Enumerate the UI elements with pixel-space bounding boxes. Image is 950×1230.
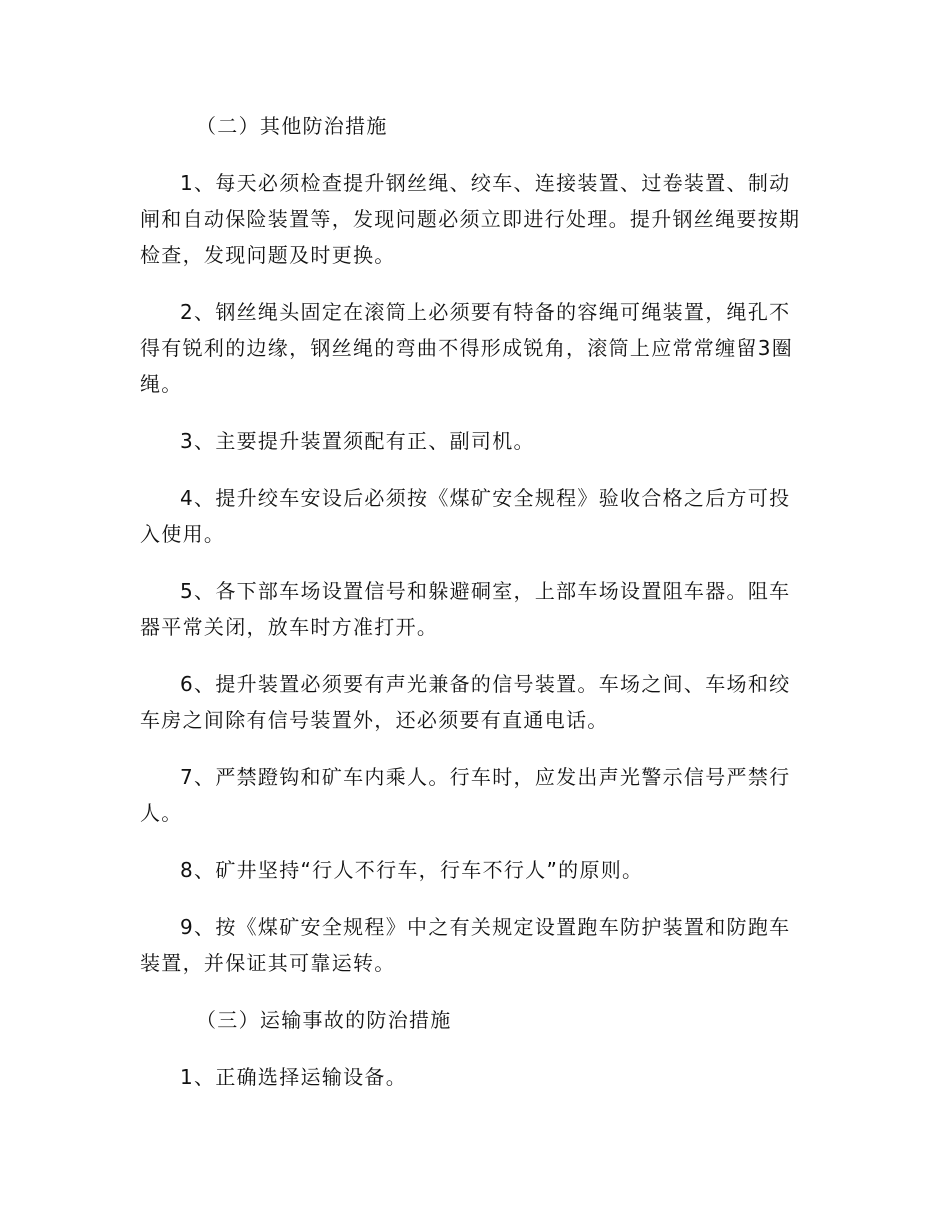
paragraph-transport-item-1: 1、正确选择运输设备。 <box>180 1065 408 1089</box>
paragraph-item-5: 5、各下部车场设置信号和躲避硐室，上部车场设置阻车器。阻车器平常关闭，放车时方准打开。 <box>140 579 791 639</box>
paragraph-item-3: 3、主要提升装置须配有正、副司机。 <box>180 429 535 453</box>
section-heading-other-measures: （二）其他防治措施 <box>196 114 388 138</box>
paragraph-item-6: 6、提升装置必须要有声光兼备的信号装置。车场之间、车场和绞车房之间除有信号装置外，还必须要有直通电话。 <box>140 672 791 732</box>
document-body <box>140 108 810 1116</box>
paragraph-item-8: 8、矿井坚持“行人不行车，行车不行人”的原则。 <box>180 858 644 882</box>
paragraph-item-2: 2、钢丝绳头固定在滚筒上必须要有特备的容绳可绳装置，绳孔不得有锐利的边缘，钢丝绳的弯曲不得形成锐角，滚筒上应常常缠留3圈绳。 <box>140 300 794 396</box>
paragraph-item-7: 7、严禁蹬钩和矿车内乘人。行车时，应发出声光警示信号严禁行人。 <box>140 765 791 825</box>
paragraph-item-1: 1、每天必须检查提升钢丝绳、绞车、连接装置、过卷装置、制动闸和自动保险装置等，发现问题必须立即进行处理。提升钢丝绳要按期检查，发现问题及时更换。 <box>140 171 801 267</box>
section-heading-transport-accident-measures: （三）运输事故的防治措施 <box>196 1008 452 1032</box>
paragraph-item-9: 9、按《煤矿安全规程》中之有关规定设置跑车防护装置和防跑车装置，并保证其可靠运转。 <box>140 915 791 975</box>
paragraph-item-4: 4、提升绞车安设后必须按《煤矿安全规程》验收合格之后方可投入使用。 <box>140 486 791 546</box>
